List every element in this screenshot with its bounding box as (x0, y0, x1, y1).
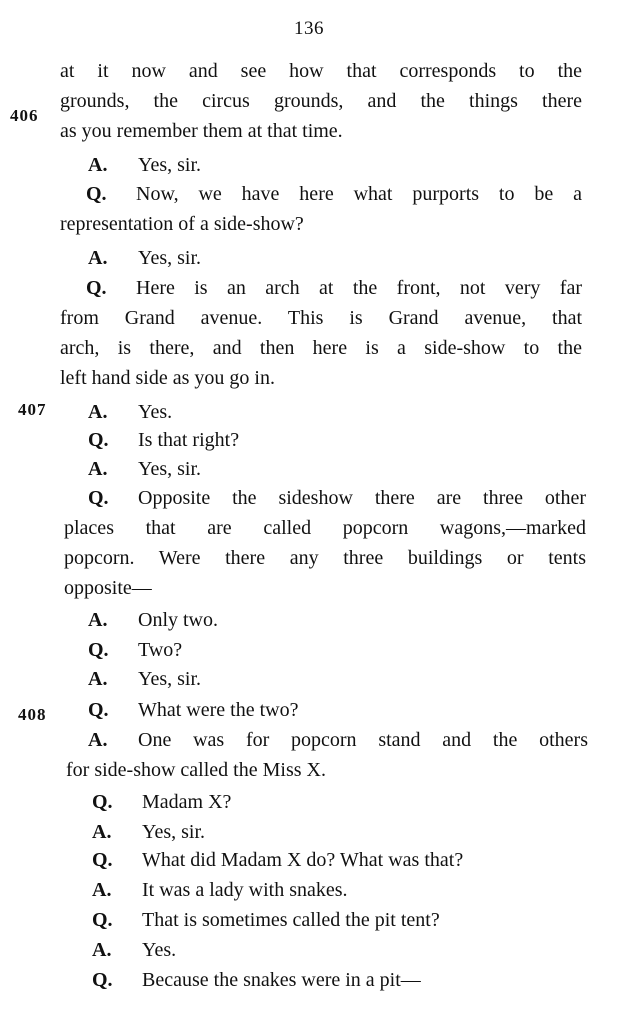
margin-number-407: 407 (18, 400, 47, 419)
line-text: Yes, sir. (138, 154, 201, 176)
transcript-line (88, 151, 201, 179)
transcript-line (92, 936, 176, 964)
line-text: arch, is there, and then here is a side-show to the (60, 337, 582, 359)
speaker-label: Q. (92, 849, 113, 871)
line-text: from Grand avenue. This is Grand avenue, that (60, 307, 582, 329)
line-text: representation of a side-show? (60, 213, 304, 235)
speaker-label: Q. (86, 277, 107, 299)
line-text: Two? (138, 639, 183, 661)
margin-number-406: 406 (10, 106, 39, 125)
speaker-label: Q. (88, 487, 109, 509)
line-text: One was for popcorn stand and the others (138, 729, 588, 751)
transcript-line (92, 818, 205, 846)
transcript-line (60, 304, 582, 332)
speaker-label: A. (88, 668, 108, 690)
transcript-line (64, 574, 152, 602)
transcript-line (66, 756, 326, 784)
line-text: Only two. (138, 609, 218, 631)
transcript-line (88, 696, 298, 724)
transcript-line (60, 210, 304, 238)
transcript-line (60, 57, 582, 85)
transcript-line (92, 788, 231, 816)
line-text: as you remember them at that time. (60, 120, 343, 142)
transcript-line (88, 398, 172, 426)
line-text: What did Madam X do? What was that? (142, 849, 464, 871)
line-text: Opposite the sideshow there are three other (138, 487, 586, 509)
transcript-line (88, 484, 586, 512)
line-text: Yes. (142, 939, 177, 961)
speaker-label: A. (88, 729, 108, 751)
speaker-label: Q. (92, 909, 113, 931)
margin-number-408: 408 (18, 705, 47, 724)
line-text: grounds, the circus grounds, and the things there (60, 90, 582, 112)
line-text: What were the two? (138, 699, 299, 721)
line-text: places that are called popcorn wagons,—marked (64, 517, 586, 539)
transcript-line (64, 514, 586, 542)
speaker-label: Q. (88, 429, 109, 451)
page-number: 136 (294, 18, 324, 39)
speaker-label: A. (92, 821, 112, 843)
line-text: It was a lady with snakes. (142, 879, 348, 901)
line-text: Madam X? (142, 791, 232, 813)
line-text: popcorn. Were there any three buildings or tents (64, 547, 586, 569)
line-text: Yes, sir. (138, 247, 201, 269)
transcript-line (92, 876, 348, 904)
line-text: Yes, sir. (138, 458, 201, 480)
transcript-line (92, 966, 421, 994)
speaker-label: Q. (92, 969, 113, 991)
transcript-line (86, 180, 582, 208)
transcript-line (88, 606, 218, 634)
speaker-label: Q. (86, 183, 107, 205)
transcript-line (88, 665, 201, 693)
line-text: Here is an arch at the front, not very far (136, 277, 582, 299)
speaker-label: A. (88, 609, 108, 631)
speaker-label: Q. (88, 639, 109, 661)
line-text: Now, we have here what purports to be a (136, 183, 582, 205)
transcript-line (60, 364, 275, 392)
transcript-line (88, 636, 182, 664)
transcript-line (88, 726, 588, 754)
transcript-line (86, 274, 582, 302)
transcript-line (64, 544, 586, 572)
speaker-label: A. (92, 939, 112, 961)
speaker-label: A. (88, 154, 108, 176)
transcript-line (88, 244, 201, 272)
speaker-label: A. (88, 458, 108, 480)
transcript-line (92, 846, 463, 874)
line-text: Because the snakes were in a pit— (142, 969, 421, 991)
line-text: left hand side as you go in. (60, 367, 275, 389)
line-text: Is that right? (138, 429, 240, 451)
transcript-line (60, 117, 343, 145)
speaker-label: A. (88, 247, 108, 269)
transcript-line (88, 426, 239, 454)
speaker-label: Q. (88, 699, 109, 721)
transcript-line (92, 906, 440, 934)
speaker-label: Q. (92, 791, 113, 813)
line-text: Yes, sir. (142, 821, 205, 843)
line-text: for side-show called the Miss X. (66, 759, 326, 781)
transcript-line (88, 455, 201, 483)
speaker-label: A. (88, 401, 108, 423)
transcript-line (60, 334, 582, 362)
line-text: Yes, sir. (138, 668, 201, 690)
line-text: opposite— (64, 577, 152, 599)
speaker-label: A. (92, 879, 112, 901)
line-text: at it now and see how that corresponds to the (60, 60, 582, 82)
line-text: Yes. (138, 401, 173, 423)
transcript-line (60, 87, 582, 115)
line-text: That is sometimes called the pit tent? (142, 909, 440, 931)
